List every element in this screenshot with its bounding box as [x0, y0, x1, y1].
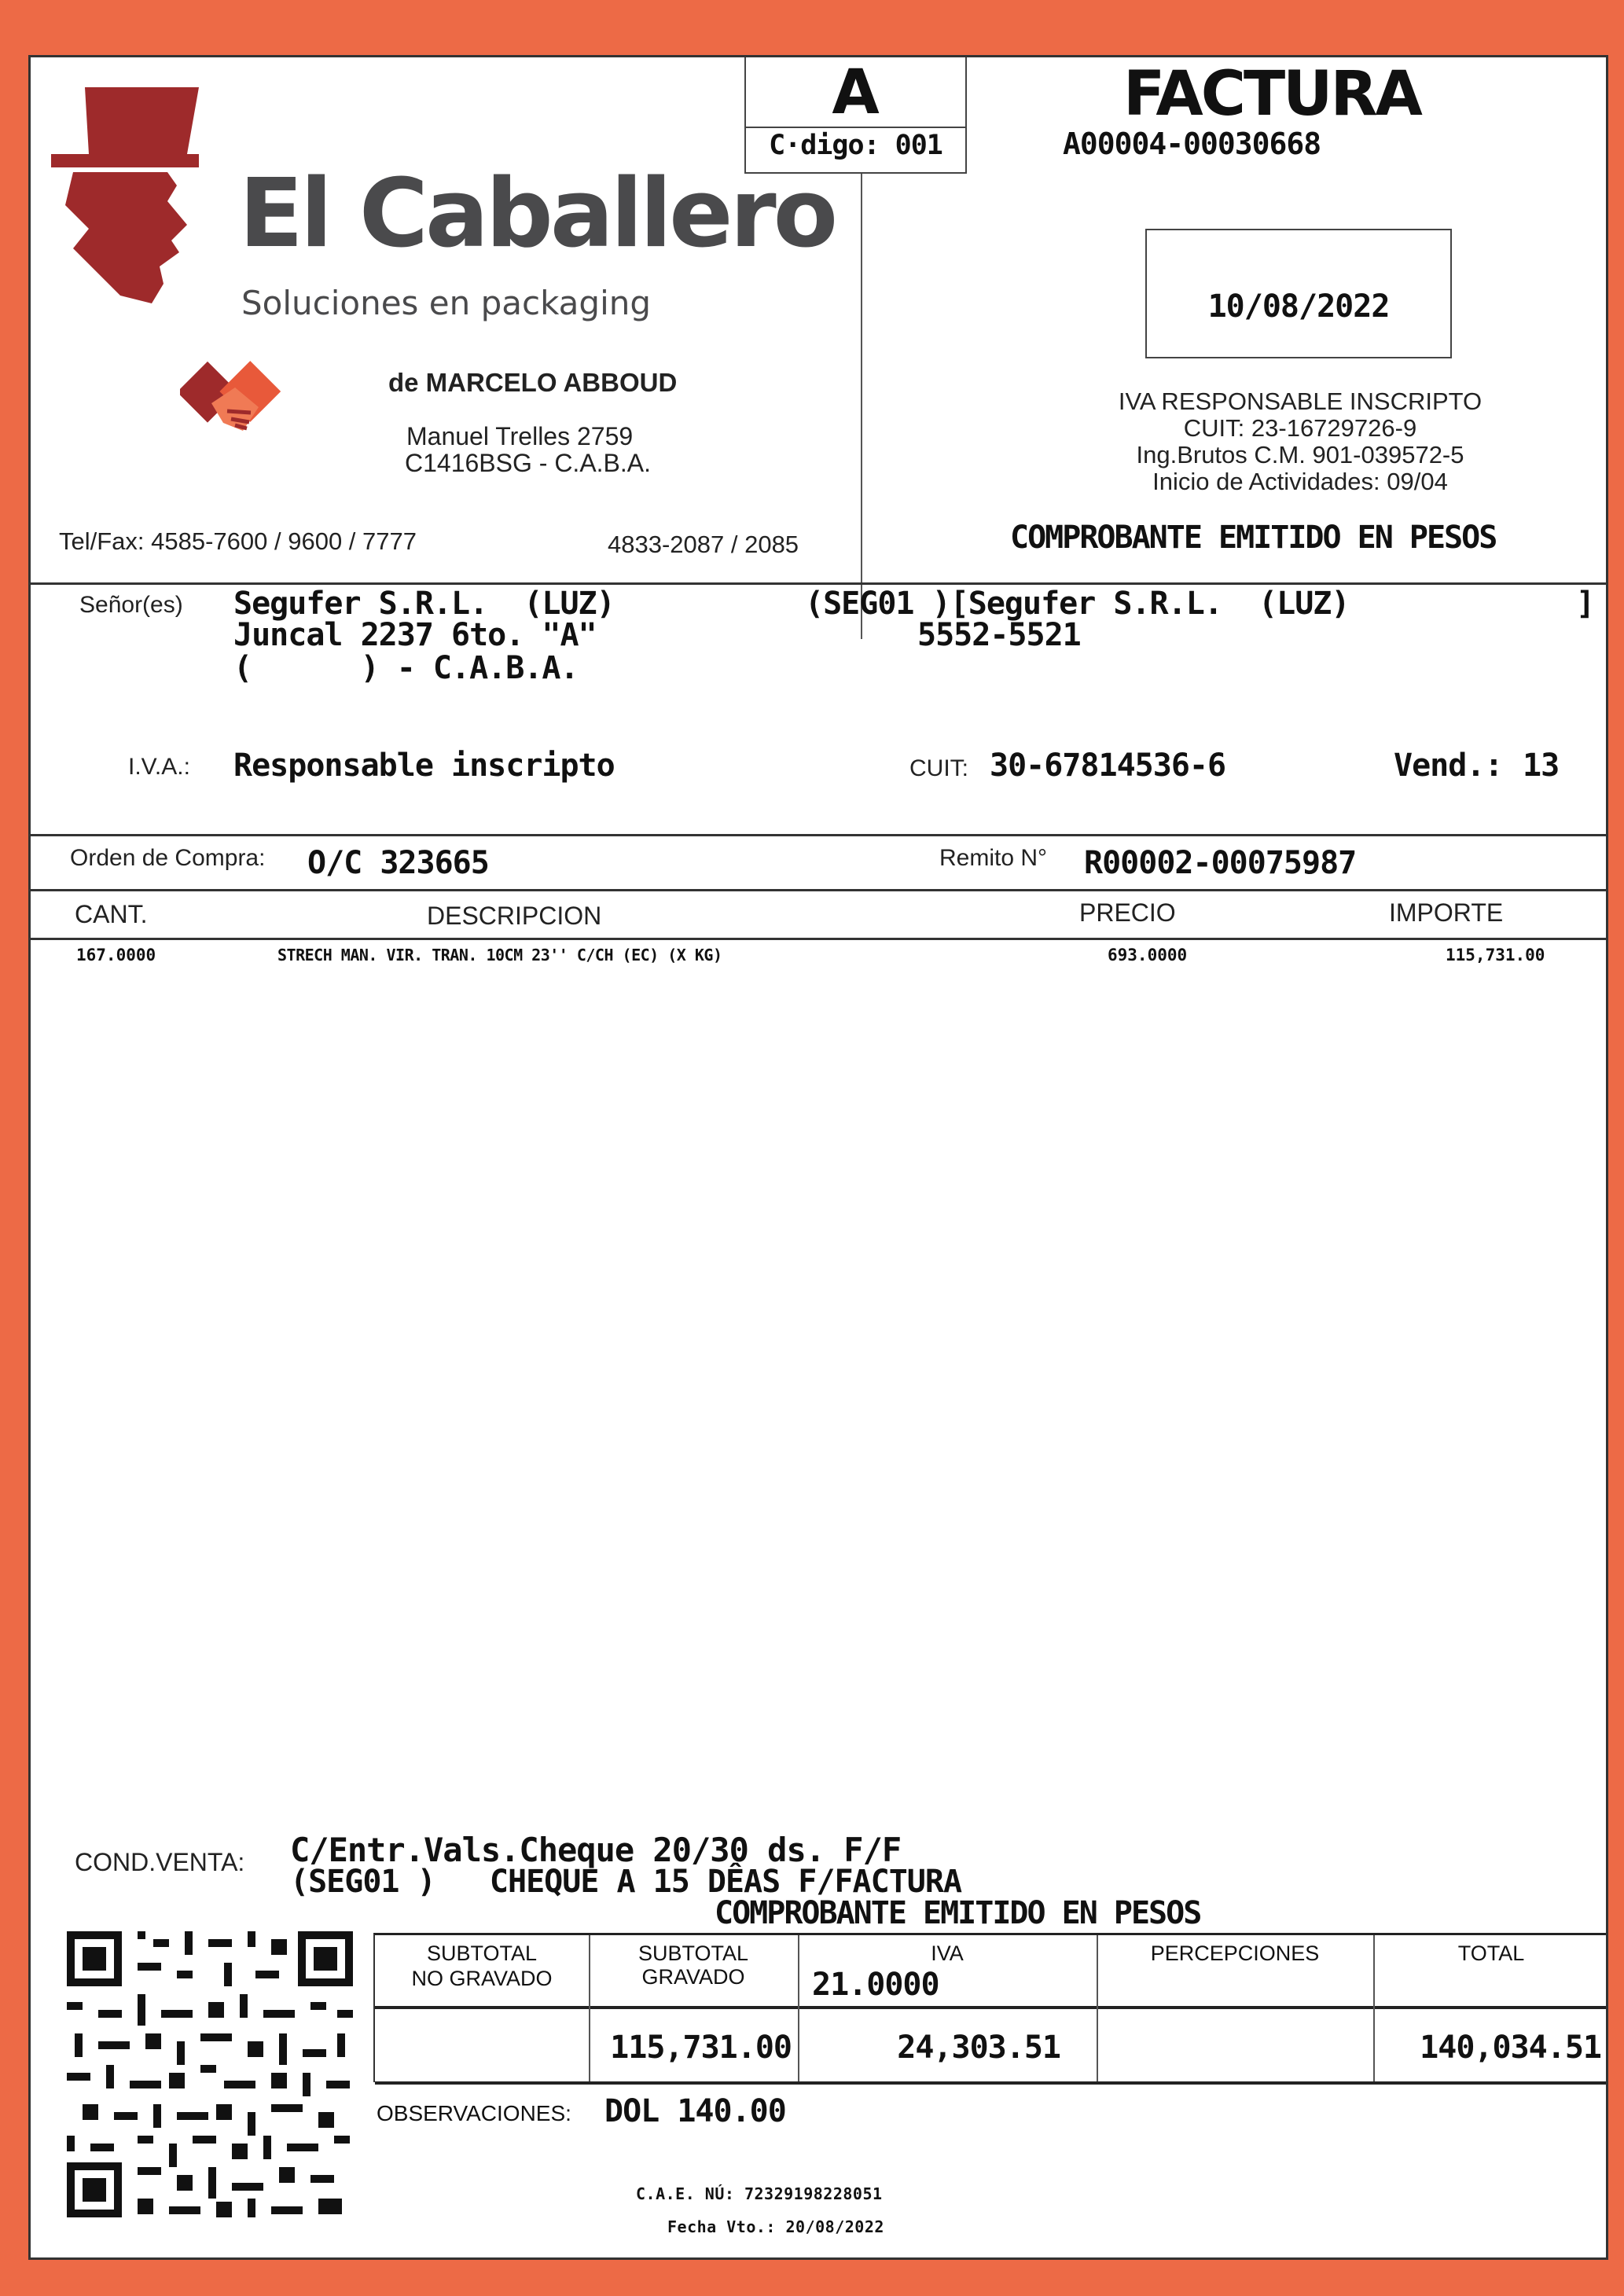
company-address-1: Manuel Trelles 2759: [406, 422, 634, 450]
brand-tagline: Soluciones en packaging: [241, 284, 652, 322]
invoice-date: 10/08/2022: [1207, 288, 1390, 325]
customer-cuit-value: 30-67814536-6: [990, 748, 1226, 784]
iva-amount: 24,303.51: [897, 2030, 1060, 2066]
customer-iva-value: Responsable inscripto: [233, 748, 615, 784]
observations-value: DOL 140.00: [604, 2093, 786, 2129]
total-label: TOTAL: [1457, 1941, 1525, 1965]
iva-label: IVA: [931, 1941, 964, 1965]
iva-rate: 21.0000: [812, 1967, 939, 2003]
customer-iva-label: I.V.A.:: [128, 754, 190, 780]
customer-cuit-label: CUIT:: [909, 755, 968, 781]
document-letter-box: [744, 57, 967, 174]
issuer-cuit: CUIT: 23-16729726-9: [1183, 414, 1417, 442]
handshake-icon: [180, 356, 290, 450]
divider-header: [31, 582, 1606, 585]
issuer-inicio: Inicio de Actividades: 09/04: [1152, 468, 1448, 495]
document-code: C·digo: 001: [769, 130, 942, 161]
customer-label: Señor(es): [79, 592, 183, 618]
company-phones: Tel/Fax: 4585-7600 / 9600 / 7777: [59, 527, 417, 555]
cae-due-date: Fecha Vto.: 20/08/2022: [667, 2217, 884, 2236]
totals-table: [373, 1933, 1606, 2082]
remito-value: R00002-00075987: [1084, 845, 1357, 881]
customer-city: ( ) - C.A.B.A.: [233, 650, 579, 686]
order-label: Orden de Compra:: [70, 845, 266, 871]
row-importe: 115,731.00: [1446, 946, 1545, 964]
col-header-cant: CANT.: [75, 900, 148, 928]
subtotal-no-gravado-label-2: NO GRAVADO: [411, 1967, 553, 1990]
subtotal-no-gravado-label-1: SUBTOTAL: [426, 1941, 538, 1965]
company-phones-2: 4833-2087 / 2085: [608, 531, 799, 558]
percepciones-label: PERCEPCIONES: [1150, 1941, 1320, 1965]
divider-table-header: [31, 938, 1606, 940]
brand-name: El Caballero: [239, 160, 836, 269]
currency-note-footer: COMPROBANTE EMITIDO EN PESOS: [715, 1895, 1201, 1931]
customer-phone: 5552-5521: [917, 617, 1081, 653]
observations-label: OBSERVACIONES:: [377, 2101, 571, 2125]
row-descripcion: STRECH MAN. VIR. TRAN. 10CM 23'' C/CH (EC) (X KG): [277, 946, 722, 964]
table-row: [31, 946, 1606, 969]
customer-code-name: (SEG01 )[Segufer S.R.L. (LUZ): [805, 586, 1350, 622]
divider-customer: [31, 834, 1606, 836]
divider-order: [31, 889, 1606, 891]
header-divider: [861, 174, 862, 639]
vendor-label: Vend.:: [1394, 748, 1503, 784]
vendor-value: 13: [1523, 748, 1560, 784]
cond-venta-line2: (SEG01 ) CHEQUE A 15 DÊAS F/FACTURA: [290, 1864, 962, 1900]
cond-venta-line1: C/Entr.Vals.Cheque 20/30 ds. F/F: [290, 1831, 902, 1869]
subtotal-gravado-value: 115,731.00: [610, 2030, 792, 2066]
cae-number: C.A.E. NÚ: 72329198228051: [636, 2184, 883, 2203]
caballero-logo-icon: [42, 87, 215, 323]
iva-status: IVA RESPONSABLE INSCRIPTO: [1118, 388, 1483, 415]
customer-bracket: ]: [1576, 586, 1595, 622]
document-letter: A: [832, 57, 880, 128]
customer-name: Segufer S.R.L. (LUZ): [233, 586, 615, 622]
company-address-2: C1416BSG - C.A.B.A.: [405, 449, 652, 477]
col-header-precio: PRECIO: [1079, 898, 1176, 927]
order-value: O/C 323665: [307, 845, 489, 881]
qr-code-icon: [67, 1931, 353, 2217]
currency-note-header: COMPROBANTE EMITIDO EN PESOS: [1010, 520, 1497, 556]
invoice-number: A00004-00030668: [1063, 127, 1321, 161]
invoice-sheet: [28, 55, 1608, 2260]
remito-label: Remito N°: [939, 845, 1048, 871]
total-value: 140,034.51: [1420, 2030, 1601, 2066]
customer-address: Juncal 2237 6to. "A": [233, 617, 597, 653]
row-precio: 693.0000: [1108, 946, 1188, 964]
col-header-importe: IMPORTE: [1389, 898, 1504, 927]
issuer-ing-brutos: Ing.Brutos C.M. 901-039572-5: [1136, 441, 1464, 468]
cond-venta-label: COND.VENTA:: [75, 1848, 245, 1876]
row-cant: 167.0000: [76, 946, 156, 964]
subtotal-gravado-label-1: SUBTOTAL: [637, 1941, 749, 1965]
date-box: [1145, 229, 1452, 358]
invoice-title: FACTURA: [1123, 59, 1420, 130]
subtotal-gravado-label-2: GRAVADO: [641, 1965, 745, 1989]
owner-name: de MARCELO ABBOUD: [388, 368, 678, 397]
col-header-descripcion: DESCRIPCION: [427, 902, 602, 930]
